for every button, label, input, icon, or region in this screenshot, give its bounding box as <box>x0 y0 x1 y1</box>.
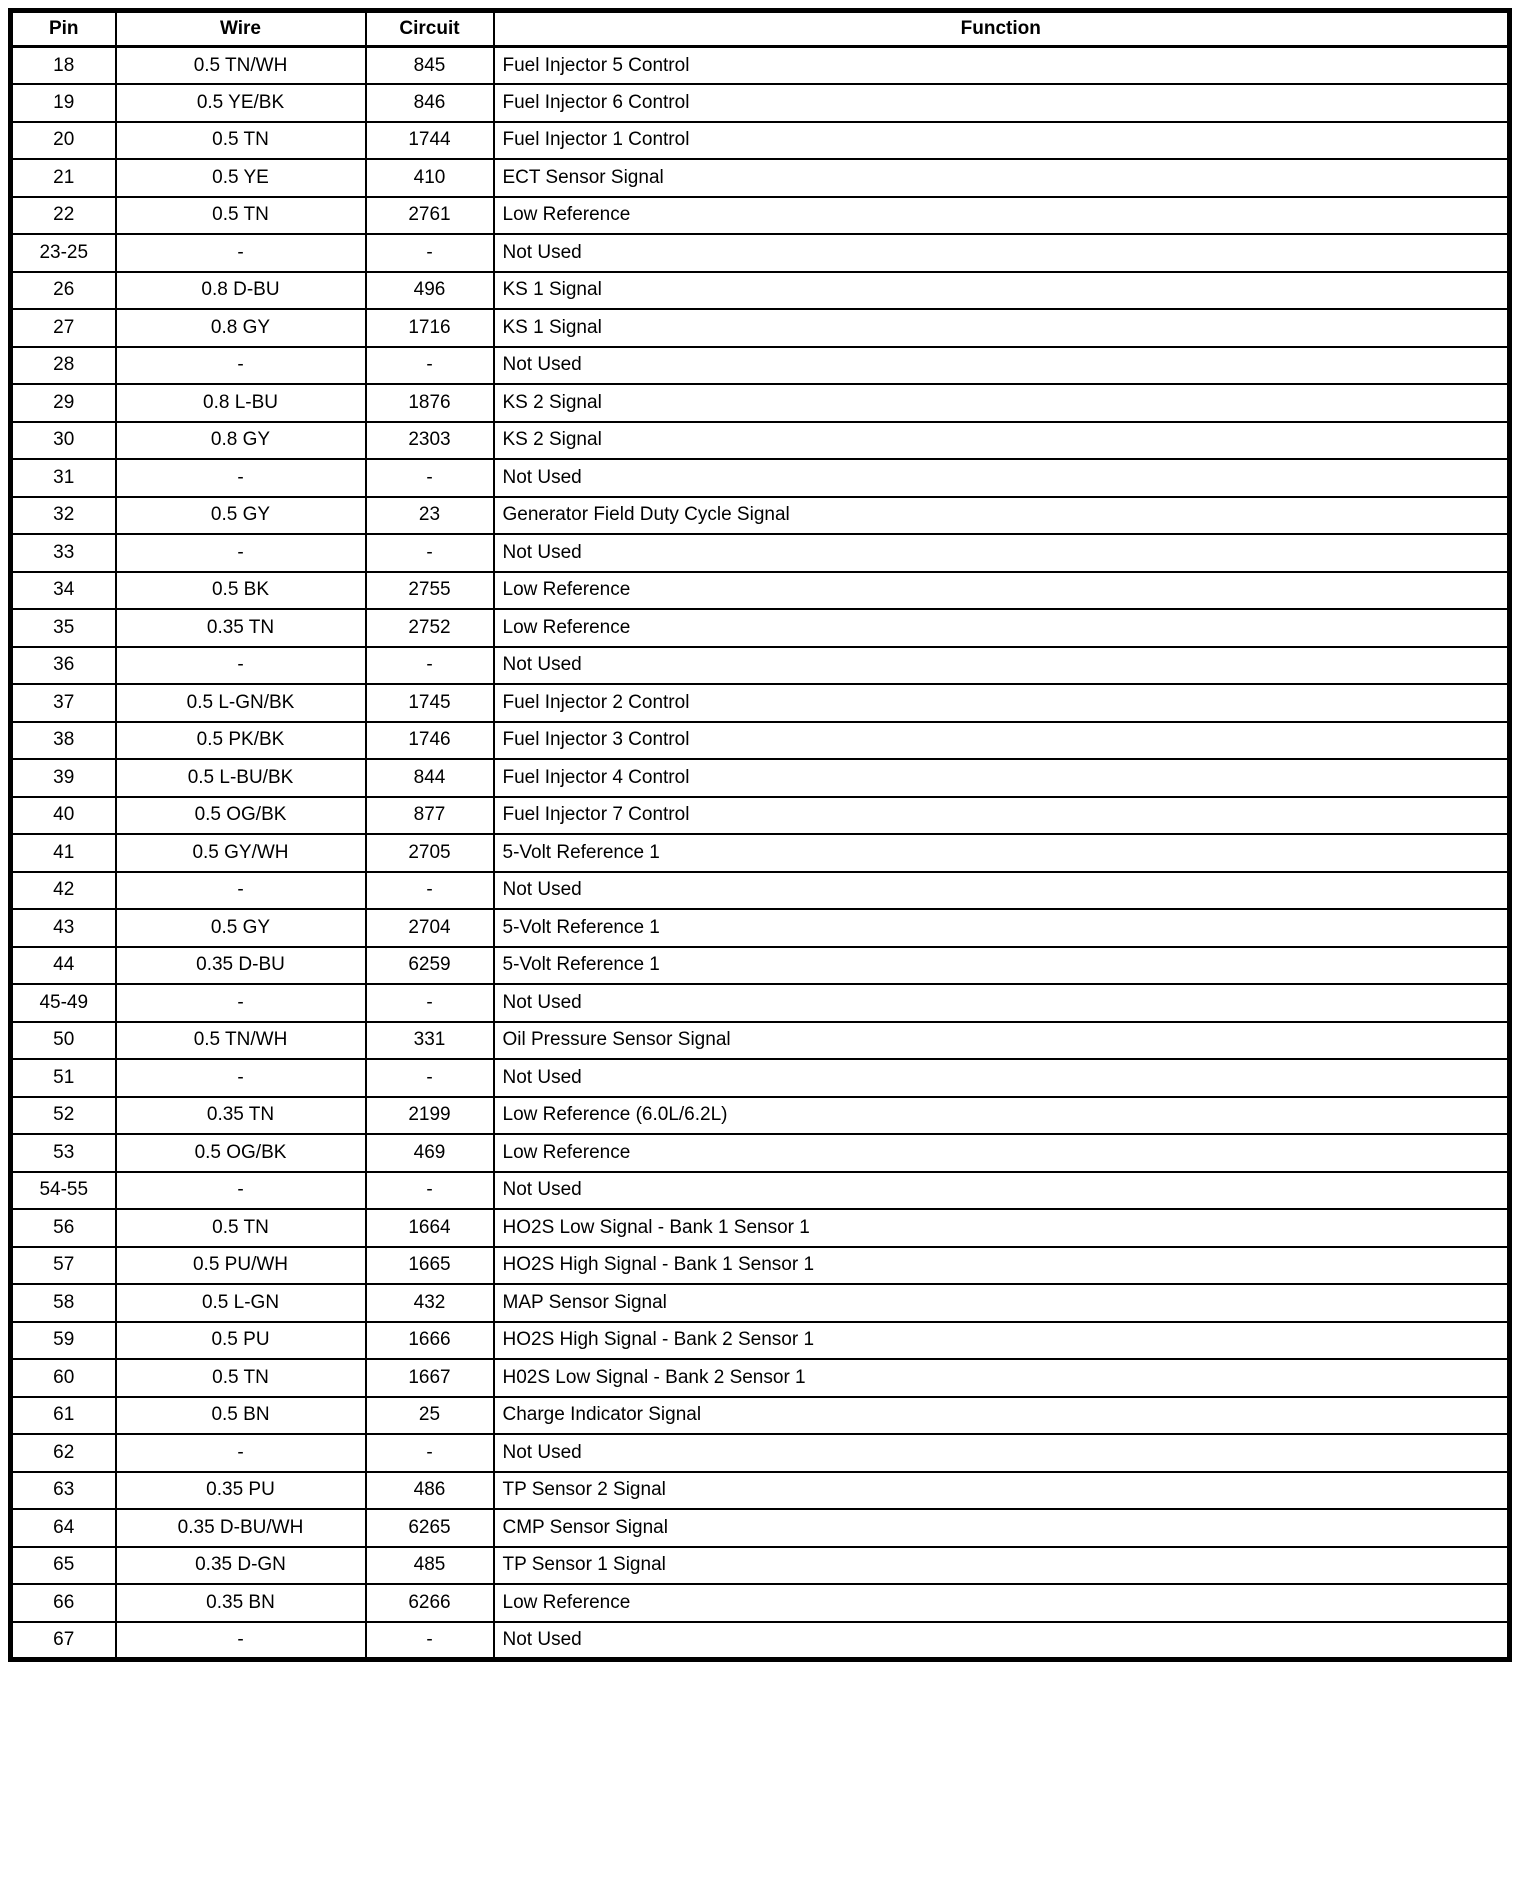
circuit-cell: 410 <box>366 159 494 197</box>
table-row <box>11 609 1510 647</box>
column-header-function: Function <box>494 11 1510 47</box>
pin-cell: 54-55 <box>11 1172 116 1210</box>
function-cell: Charge Indicator Signal <box>494 1397 1510 1435</box>
function-cell: KS 1 Signal <box>494 309 1510 347</box>
wire-cell: - <box>116 347 366 385</box>
circuit-cell: 1745 <box>366 684 494 722</box>
circuit-cell: 2199 <box>366 1097 494 1135</box>
function-cell: Fuel Injector 3 Control <box>494 722 1510 760</box>
table-row <box>11 234 1510 272</box>
circuit-cell: 485 <box>366 1547 494 1585</box>
pin-cell: 37 <box>11 684 116 722</box>
table-row <box>11 1509 1510 1547</box>
table-row <box>11 909 1510 947</box>
wire-cell: 0.35 PU <box>116 1472 366 1510</box>
function-cell: Fuel Injector 2 Control <box>494 684 1510 722</box>
circuit-cell: - <box>366 534 494 572</box>
pin-cell: 64 <box>11 1509 116 1547</box>
table-row <box>11 1097 1510 1135</box>
pin-cell: 60 <box>11 1359 116 1397</box>
wire-cell: 0.5 L-GN/BK <box>116 684 366 722</box>
function-cell: TP Sensor 1 Signal <box>494 1547 1510 1585</box>
circuit-cell: 1665 <box>366 1247 494 1285</box>
wire-cell: 0.8 D-BU <box>116 272 366 310</box>
table-row <box>11 197 1510 235</box>
circuit-cell: 1746 <box>366 722 494 760</box>
function-cell: Low Reference <box>494 609 1510 647</box>
table-body <box>11 47 1510 1660</box>
pin-cell: 40 <box>11 797 116 835</box>
pin-cell: 27 <box>11 309 116 347</box>
table-row <box>11 684 1510 722</box>
wire-cell: 0.5 L-GN <box>116 1284 366 1322</box>
circuit-cell: 331 <box>366 1022 494 1060</box>
function-cell: Fuel Injector 6 Control <box>494 84 1510 122</box>
table-row <box>11 534 1510 572</box>
wire-cell: 0.5 YE/BK <box>116 84 366 122</box>
table-row <box>11 572 1510 610</box>
table-row <box>11 797 1510 835</box>
circuit-cell: 1667 <box>366 1359 494 1397</box>
circuit-cell: - <box>366 1622 494 1660</box>
circuit-cell: - <box>366 1434 494 1472</box>
wire-cell: 0.5 PU/WH <box>116 1247 366 1285</box>
wire-cell: - <box>116 234 366 272</box>
table-row <box>11 722 1510 760</box>
pin-cell: 33 <box>11 534 116 572</box>
circuit-cell: - <box>366 1172 494 1210</box>
function-cell: Fuel Injector 1 Control <box>494 122 1510 160</box>
wire-cell: 0.35 D-BU <box>116 947 366 985</box>
table-row <box>11 1022 1510 1060</box>
table-row <box>11 159 1510 197</box>
wire-cell: - <box>116 1059 366 1097</box>
pin-cell: 31 <box>11 459 116 497</box>
circuit-cell: - <box>366 347 494 385</box>
wire-cell: 0.5 TN <box>116 1359 366 1397</box>
wire-cell: 0.5 PK/BK <box>116 722 366 760</box>
wire-cell: - <box>116 459 366 497</box>
function-cell: Fuel Injector 4 Control <box>494 759 1510 797</box>
pin-cell: 57 <box>11 1247 116 1285</box>
table-row <box>11 1584 1510 1622</box>
pin-cell: 42 <box>11 872 116 910</box>
circuit-cell: 2705 <box>366 834 494 872</box>
wire-cell: 0.5 PU <box>116 1322 366 1360</box>
function-cell: Low Reference (6.0L/6.2L) <box>494 1097 1510 1135</box>
function-cell: 5-Volt Reference 1 <box>494 909 1510 947</box>
circuit-cell: 846 <box>366 84 494 122</box>
function-cell: KS 2 Signal <box>494 422 1510 460</box>
circuit-cell: 25 <box>366 1397 494 1435</box>
wire-cell: 0.5 GY/WH <box>116 834 366 872</box>
table-row <box>11 272 1510 310</box>
table-header <box>11 11 1510 47</box>
circuit-cell: 6265 <box>366 1509 494 1547</box>
function-cell: KS 2 Signal <box>494 384 1510 422</box>
circuit-cell: - <box>366 984 494 1022</box>
function-cell: Low Reference <box>494 197 1510 235</box>
pin-cell: 29 <box>11 384 116 422</box>
circuit-cell: 2752 <box>366 609 494 647</box>
table-row <box>11 347 1510 385</box>
function-cell: MAP Sensor Signal <box>494 1284 1510 1322</box>
pin-cell: 63 <box>11 1472 116 1510</box>
circuit-cell: 2755 <box>366 572 494 610</box>
pin-cell: 38 <box>11 722 116 760</box>
table-row <box>11 1284 1510 1322</box>
wire-cell: 0.5 L-BU/BK <box>116 759 366 797</box>
table-row <box>11 1359 1510 1397</box>
table-row <box>11 1397 1510 1435</box>
function-cell: Fuel Injector 7 Control <box>494 797 1510 835</box>
wire-cell: - <box>116 1622 366 1660</box>
circuit-cell: 1876 <box>366 384 494 422</box>
pin-cell: 32 <box>11 497 116 535</box>
function-cell: ECT Sensor Signal <box>494 159 1510 197</box>
pin-cell: 53 <box>11 1134 116 1172</box>
wire-cell: - <box>116 534 366 572</box>
table-row <box>11 834 1510 872</box>
pin-cell: 22 <box>11 197 116 235</box>
circuit-cell: 2704 <box>366 909 494 947</box>
pin-cell: 59 <box>11 1322 116 1360</box>
wire-cell: 0.5 OG/BK <box>116 1134 366 1172</box>
table-row <box>11 647 1510 685</box>
wire-cell: - <box>116 872 366 910</box>
table-row <box>11 122 1510 160</box>
table-row <box>11 47 1510 85</box>
circuit-cell: - <box>366 872 494 910</box>
pin-cell: 52 <box>11 1097 116 1135</box>
function-cell: Not Used <box>494 647 1510 685</box>
circuit-cell: 877 <box>366 797 494 835</box>
function-cell: Not Used <box>494 347 1510 385</box>
table-row <box>11 497 1510 535</box>
circuit-cell: 432 <box>366 1284 494 1322</box>
table-row <box>11 759 1510 797</box>
circuit-cell: 496 <box>366 272 494 310</box>
wire-cell: 0.35 BN <box>116 1584 366 1622</box>
pin-cell: 61 <box>11 1397 116 1435</box>
function-cell: Not Used <box>494 1434 1510 1472</box>
pin-cell: 23-25 <box>11 234 116 272</box>
table-row <box>11 984 1510 1022</box>
circuit-cell: 844 <box>366 759 494 797</box>
pin-cell: 51 <box>11 1059 116 1097</box>
wire-cell: 0.5 BK <box>116 572 366 610</box>
function-cell: Not Used <box>494 1622 1510 1660</box>
function-cell: Fuel Injector 5 Control <box>494 47 1510 85</box>
table-row <box>11 1247 1510 1285</box>
function-cell: CMP Sensor Signal <box>494 1509 1510 1547</box>
wire-cell: - <box>116 647 366 685</box>
pin-cell: 21 <box>11 159 116 197</box>
wire-cell: 0.8 L-BU <box>116 384 366 422</box>
wire-cell: 0.5 TN/WH <box>116 47 366 85</box>
function-cell: HO2S Low Signal - Bank 1 Sensor 1 <box>494 1209 1510 1247</box>
pin-cell: 35 <box>11 609 116 647</box>
pinout-table <box>8 8 1512 1662</box>
circuit-cell: - <box>366 647 494 685</box>
table-row <box>11 1059 1510 1097</box>
wire-cell: - <box>116 1434 366 1472</box>
circuit-cell: 2303 <box>366 422 494 460</box>
pin-cell: 67 <box>11 1622 116 1660</box>
circuit-cell: - <box>366 459 494 497</box>
function-cell: Generator Field Duty Cycle Signal <box>494 497 1510 535</box>
table-row <box>11 947 1510 985</box>
column-header-wire: Wire <box>116 11 366 47</box>
circuit-cell: 1664 <box>366 1209 494 1247</box>
pin-cell: 66 <box>11 1584 116 1622</box>
table-row <box>11 384 1510 422</box>
pin-cell: 28 <box>11 347 116 385</box>
wire-cell: 0.5 GY <box>116 497 366 535</box>
table-row <box>11 1547 1510 1585</box>
function-cell: 5-Volt Reference 1 <box>494 947 1510 985</box>
function-cell: Low Reference <box>494 1584 1510 1622</box>
table-row <box>11 459 1510 497</box>
function-cell: Low Reference <box>494 572 1510 610</box>
circuit-cell: 2761 <box>366 197 494 235</box>
circuit-cell: - <box>366 1059 494 1097</box>
function-cell: Low Reference <box>494 1134 1510 1172</box>
wire-cell: - <box>116 984 366 1022</box>
table-row <box>11 872 1510 910</box>
table-row <box>11 1134 1510 1172</box>
circuit-cell: 1744 <box>366 122 494 160</box>
function-cell: 5-Volt Reference 1 <box>494 834 1510 872</box>
function-cell: TP Sensor 2 Signal <box>494 1472 1510 1510</box>
circuit-cell: 23 <box>366 497 494 535</box>
function-cell: Not Used <box>494 1172 1510 1210</box>
column-header-pin: Pin <box>11 11 116 47</box>
table-row <box>11 1322 1510 1360</box>
wire-cell: 0.5 GY <box>116 909 366 947</box>
table-row <box>11 309 1510 347</box>
table-row <box>11 84 1510 122</box>
wire-cell: 0.8 GY <box>116 309 366 347</box>
function-cell: KS 1 Signal <box>494 272 1510 310</box>
pin-cell: 62 <box>11 1434 116 1472</box>
table-row <box>11 1472 1510 1510</box>
circuit-cell: 6266 <box>366 1584 494 1622</box>
function-cell: Oil Pressure Sensor Signal <box>494 1022 1510 1060</box>
wire-cell: - <box>116 1172 366 1210</box>
wire-cell: 0.5 TN/WH <box>116 1022 366 1060</box>
header-row <box>11 11 1510 47</box>
circuit-cell: 469 <box>366 1134 494 1172</box>
wire-cell: 0.5 OG/BK <box>116 797 366 835</box>
column-header-circuit: Circuit <box>366 11 494 47</box>
pin-cell: 45-49 <box>11 984 116 1022</box>
wire-cell: 0.35 D-GN <box>116 1547 366 1585</box>
function-cell: H02S Low Signal - Bank 2 Sensor 1 <box>494 1359 1510 1397</box>
circuit-cell: - <box>366 234 494 272</box>
wire-cell: 0.35 TN <box>116 1097 366 1135</box>
circuit-cell: 1666 <box>366 1322 494 1360</box>
pin-cell: 41 <box>11 834 116 872</box>
wire-cell: 0.35 D-BU/WH <box>116 1509 366 1547</box>
circuit-cell: 6259 <box>366 947 494 985</box>
pin-cell: 44 <box>11 947 116 985</box>
pin-cell: 19 <box>11 84 116 122</box>
table-row <box>11 422 1510 460</box>
wire-cell: 0.8 GY <box>116 422 366 460</box>
table-row <box>11 1622 1510 1660</box>
function-cell: Not Used <box>494 459 1510 497</box>
function-cell: Not Used <box>494 984 1510 1022</box>
wire-cell: 0.5 TN <box>116 1209 366 1247</box>
function-cell: Not Used <box>494 234 1510 272</box>
function-cell: HO2S High Signal - Bank 1 Sensor 1 <box>494 1247 1510 1285</box>
pin-cell: 58 <box>11 1284 116 1322</box>
pin-cell: 56 <box>11 1209 116 1247</box>
function-cell: Not Used <box>494 872 1510 910</box>
wire-cell: 0.5 TN <box>116 122 366 160</box>
pin-cell: 36 <box>11 647 116 685</box>
wire-cell: 0.5 YE <box>116 159 366 197</box>
table-row <box>11 1172 1510 1210</box>
pin-cell: 50 <box>11 1022 116 1060</box>
pin-cell: 65 <box>11 1547 116 1585</box>
function-cell: Not Used <box>494 534 1510 572</box>
pin-cell: 34 <box>11 572 116 610</box>
pin-cell: 30 <box>11 422 116 460</box>
table-row <box>11 1434 1510 1472</box>
wire-cell: 0.5 TN <box>116 197 366 235</box>
table-row <box>11 1209 1510 1247</box>
pin-cell: 39 <box>11 759 116 797</box>
pin-cell: 20 <box>11 122 116 160</box>
function-cell: Not Used <box>494 1059 1510 1097</box>
pin-cell: 18 <box>11 47 116 85</box>
function-cell: HO2S High Signal - Bank 2 Sensor 1 <box>494 1322 1510 1360</box>
pin-cell: 43 <box>11 909 116 947</box>
circuit-cell: 486 <box>366 1472 494 1510</box>
wire-cell: 0.35 TN <box>116 609 366 647</box>
wire-cell: 0.5 BN <box>116 1397 366 1435</box>
circuit-cell: 1716 <box>366 309 494 347</box>
pin-cell: 26 <box>11 272 116 310</box>
circuit-cell: 845 <box>366 47 494 85</box>
